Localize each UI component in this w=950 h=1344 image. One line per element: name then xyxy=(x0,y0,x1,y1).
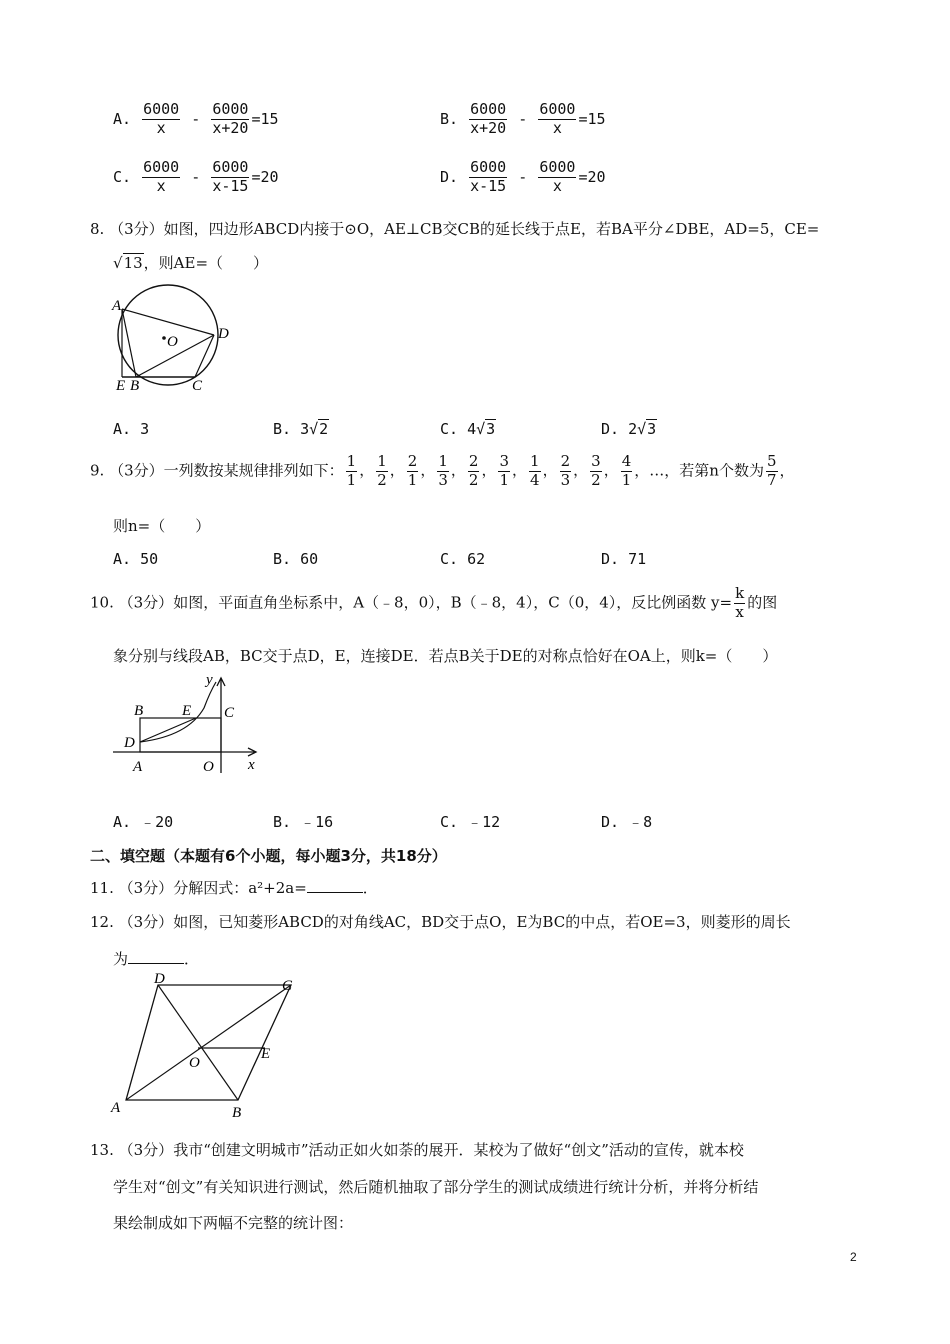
q9-stem-line1: 9. （3分）一列数按某规律排列如下： $\frac{1}{1}$ ， $\frac{1}{2}$ ， $\frac{2}{1}$ ， $\frac{1}{3}$ ， $\frac{2}{2}$ ， $\frac{3}{1}$ ， $\frac{1}{4}$ ， $\frac{2}{3}$ ， $\frac{3}{2}$ ， $\frac{4}{1}$ ，…，若第n个数为 $\frac{5}{7}$ ， xyxy=(90,452,795,489)
section-heading: 二、填空题（本题有6个小题，每小题3分，共18分） xyxy=(90,847,447,865)
label-y: y xyxy=(206,672,213,688)
q9-sequence: $\frac{1}{1}$ ， $\frac{1}{2}$ ， $\frac{2}{1}$ ， $\frac{1}{3}$ ， $\frac{2}{2}$ ， $\frac{3}{1}$ ， $\frac{1}{4}$ ， $\frac{2}{3}$ ， $\frac{3}{2}$ ， $\frac{4}{1}$ xyxy=(346,452,632,489)
q10-option-b: B. ﹣16 xyxy=(273,813,334,831)
q12-stem-line2: 为 ． xyxy=(113,950,200,968)
q13-line1: 13. （3分）我市“创建文明城市”活动正如火如荼的展开．某校为了做好“创文”活动的宣传，就本校 xyxy=(90,1141,744,1159)
q8-stem-line2: √13，则AE=（ ） xyxy=(113,254,269,272)
label-c: C xyxy=(282,978,293,994)
q13-line3: 果绘制成如下两幅不完整的统计图： xyxy=(113,1214,354,1232)
sequence-fraction: $\frac{2}{2}$ xyxy=(468,452,479,489)
q8-figure xyxy=(108,280,238,395)
q8-option-c: C. 4√3 xyxy=(440,420,496,438)
sequence-fraction: $\frac{1}{1}$ xyxy=(346,452,357,489)
q10-option-c: C. ﹣12 xyxy=(440,813,501,831)
label-e: E xyxy=(182,703,192,719)
q9-option-b: B. 60 xyxy=(273,550,319,568)
sequence-fraction: $\frac{3}{2}$ xyxy=(591,452,601,489)
label-a: A xyxy=(112,298,122,314)
q7-option-a: A. $\frac{6000}{x}$ - $\frac{6000}{x+20}$ =15 xyxy=(113,100,279,137)
label-e: E xyxy=(261,1046,271,1062)
q9-stem-line2: 则n=（ ） xyxy=(113,517,211,535)
sequence-fraction: $\frac{2}{3}$ xyxy=(560,452,571,489)
sequence-fraction: $\frac{1}{3}$ xyxy=(438,452,448,489)
sequence-fraction: $\frac{2}{1}$ xyxy=(407,452,418,489)
label-o: O xyxy=(203,759,214,775)
label-d: D xyxy=(124,735,135,751)
label-d: D xyxy=(154,972,165,987)
q8-option-a: A. 3 xyxy=(113,420,150,438)
q10-stem-line1: 10. （3分）如图，平面直角坐标系中，A（﹣8，0），B（﹣8，4），C（0，4），反比例函数 y= $\frac{k}{x}$ 的图 xyxy=(90,584,778,621)
label-b: B xyxy=(232,1105,242,1121)
q10-stem-line2: 象分别与线段AB，BC交于点D，E，连接DE．若点B关于DE的对称点恰好在OA上，则k=（ ） xyxy=(113,647,778,665)
label-d: D xyxy=(218,326,229,342)
answer-blank[interactable] xyxy=(307,891,363,893)
sequence-fraction: $\frac{1}{4}$ xyxy=(530,452,540,489)
label-e: E xyxy=(116,378,126,394)
label-o: O xyxy=(189,1055,200,1071)
sqrt-13: √13 xyxy=(113,254,143,272)
label-o: O xyxy=(167,334,178,350)
q9-target-frac: $\frac{5}{7}$ xyxy=(766,452,777,489)
sequence-fraction: $\frac{1}{2}$ xyxy=(377,452,387,489)
page-number: 2 xyxy=(850,1250,857,1264)
q12-stem-line1: 12. （3分）如图，已知菱形ABCD的对角线AC，BD交于点O，E为BC的中点，若OE=3，则菱形的周长 xyxy=(90,913,791,931)
label-b: B xyxy=(130,378,140,394)
q9-option-c: C. 62 xyxy=(440,550,486,568)
q7-option-c: C. $\frac{6000}{x}$ - $\frac{6000}{x-15}$ =20 xyxy=(113,158,279,195)
q7-option-d: D. $\frac{6000}{x-15}$ - $\frac{6000}{x}$ =20 xyxy=(440,158,606,195)
label-c: C xyxy=(224,705,235,721)
q10-option-a: A. ﹣20 xyxy=(113,813,174,831)
sequence-fraction: $\frac{3}{1}$ xyxy=(499,452,510,489)
q10-option-d: D. ﹣8 xyxy=(601,813,653,831)
q13-line2: 学生对“创文”有关知识进行测试，然后随机抽取了部分学生的测试成绩进行统计分析，并将分析结 xyxy=(113,1178,759,1196)
label-a: A xyxy=(111,1100,121,1116)
q9-option-d: D. 71 xyxy=(601,550,647,568)
q10-frac-k-x: $\frac{k}{x}$ xyxy=(735,584,745,621)
q9-option-a: A. 50 xyxy=(113,550,159,568)
q10-figure xyxy=(108,670,268,780)
q8-option-d: D. 2√3 xyxy=(601,420,657,438)
q11-stem: 11. （3分）分解因式：a²+2a= ． xyxy=(90,879,378,897)
q7-option-b: B. $\frac{6000}{x+20}$ - $\frac{6000}{x}$ =15 xyxy=(440,100,606,137)
q12-figure xyxy=(108,972,308,1124)
q8-stem-line1: 8. （3分）如图，四边形ABCD内接于⊙O，AE⊥CB交CB的延长线于点E，若BA平分∠DBE，AD=5，CE= xyxy=(90,220,820,238)
label-a: A xyxy=(133,759,143,775)
answer-blank[interactable] xyxy=(128,962,184,964)
label-b: B xyxy=(134,703,144,719)
q8-option-b: B. 3√2 xyxy=(273,420,329,438)
label-x: x xyxy=(248,757,255,773)
label-c: C xyxy=(192,378,203,394)
sequence-fraction: $\frac{4}{1}$ xyxy=(621,452,632,489)
